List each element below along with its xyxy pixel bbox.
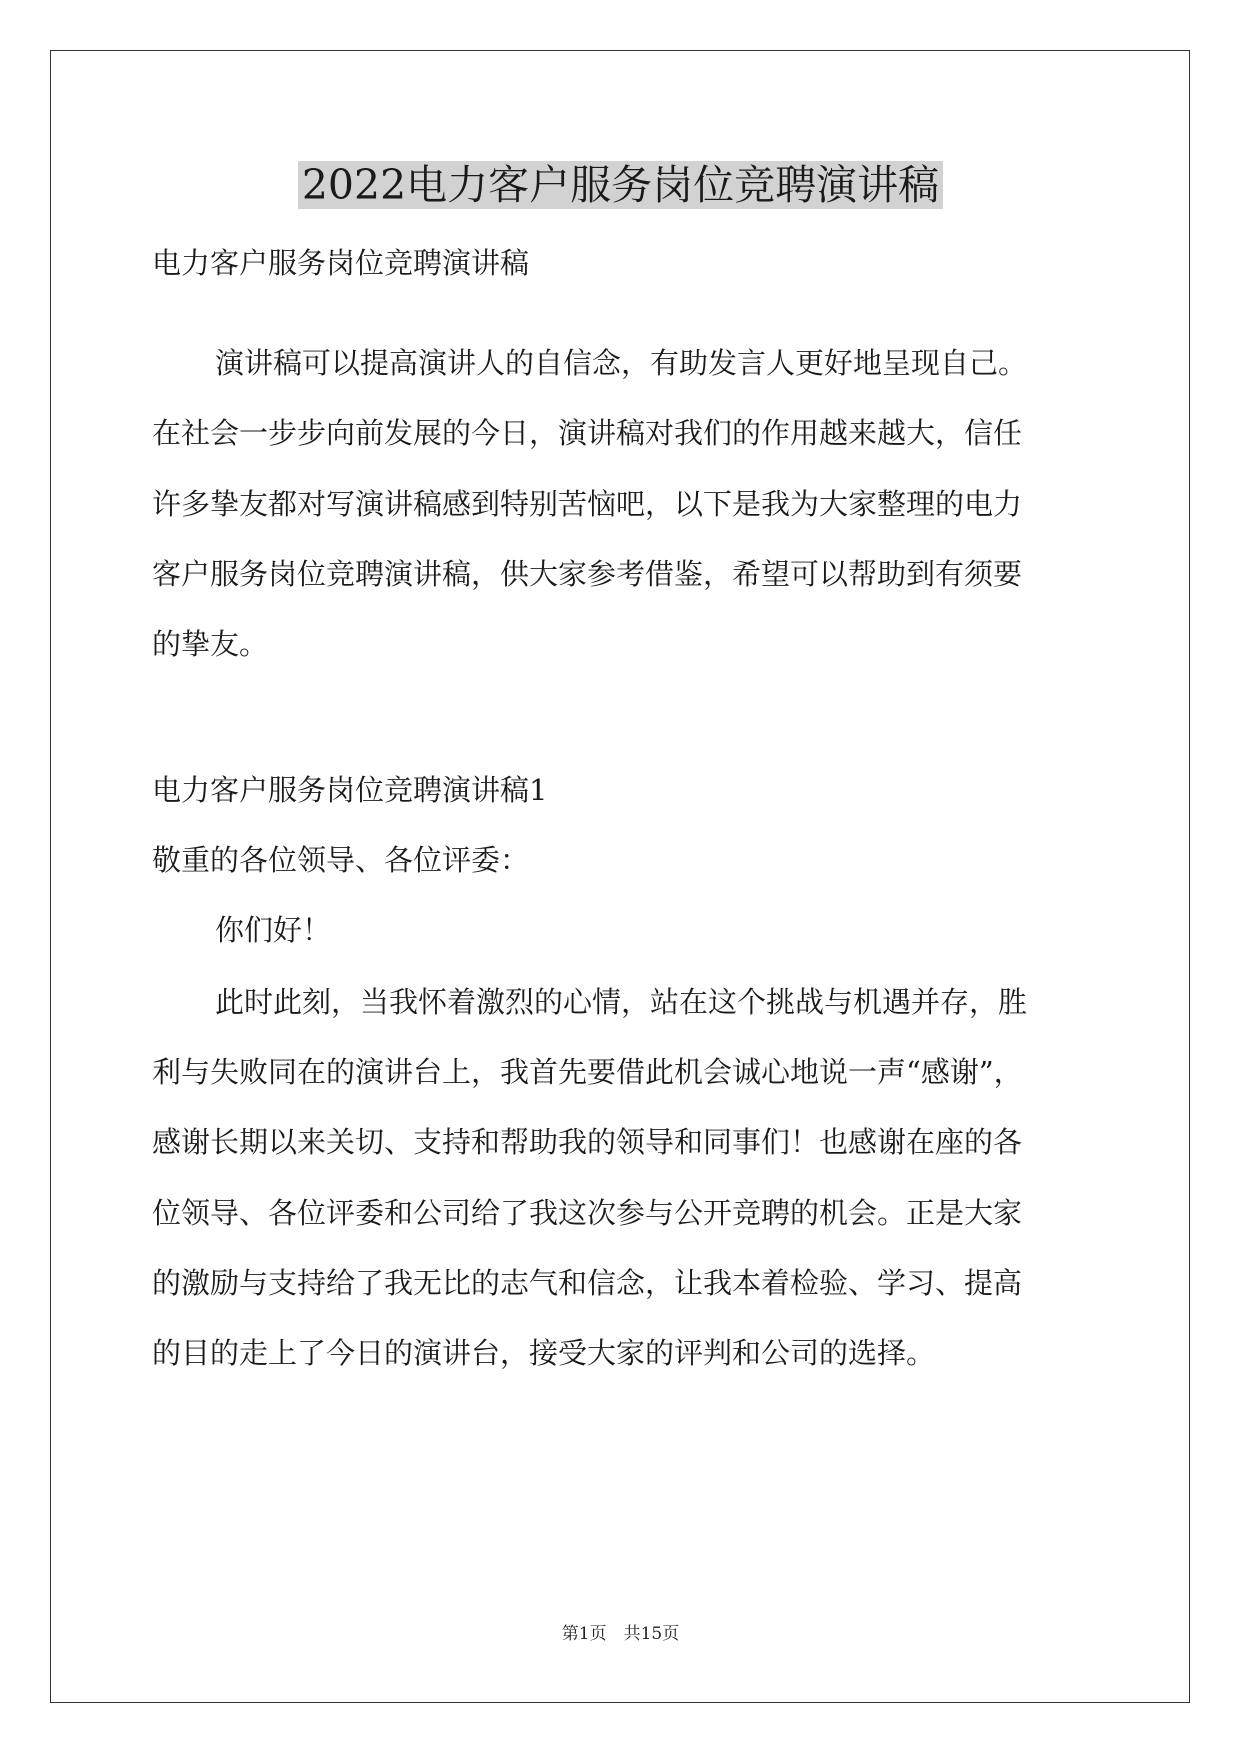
paragraph-line: 演讲稿可以提高演讲人的自信念，有助发言人更好地呈现自己。 [215,346,1028,380]
paragraph-line: 此时此刻，当我怀着激烈的心情，站在这个挑战与机遇并存，胜 [215,985,1028,1019]
paragraph-line: 的激励与支持给了我无比的志气和信念，让我本着检验、学习、提高 [152,1266,1023,1300]
greeting-line: 你们好！ [215,913,332,947]
paragraph-line: 感谢长期以来关切、支持和帮助我的领导和同事们！也感谢在座的各 [152,1125,1023,1159]
salutation-line: 敬重的各位领导、各位评委： [152,843,530,877]
paragraph-line: 的挚友。 [152,627,269,661]
page-number-footer: 第1页 共15页 [561,1624,680,1644]
subtitle-line: 电力客户服务岗位竞聘演讲稿 [152,246,530,280]
paragraph-line: 利与失败同在的演讲台上，我首先要借此机会诚心地说一声“感谢”， [152,1055,1023,1089]
paragraph-line: 客户服务岗位竞聘演讲稿，供大家参考借鉴，希望可以帮助到有须要 [152,557,1023,591]
section-heading: 电力客户服务岗位竞聘演讲稿1 [152,773,548,807]
document-title [0,157,1241,213]
paragraph-line: 在社会一步步向前发展的今日，演讲稿对我们的作用越来越大，信任 [152,416,1023,450]
paragraph-line: 的目的走上了今日的演讲台，接受大家的评判和公司的选择。 [152,1336,936,1370]
document-title-text: 2022电力客户服务岗位竞聘演讲稿 [298,161,943,209]
paragraph-line: 许多挚友都对写演讲稿感到特别苦恼吧，以下是我为大家整理的电力 [152,487,1023,521]
paragraph-line: 位领导、各位评委和公司给了我这次参与公开竞聘的机会。正是大家 [152,1196,1023,1230]
